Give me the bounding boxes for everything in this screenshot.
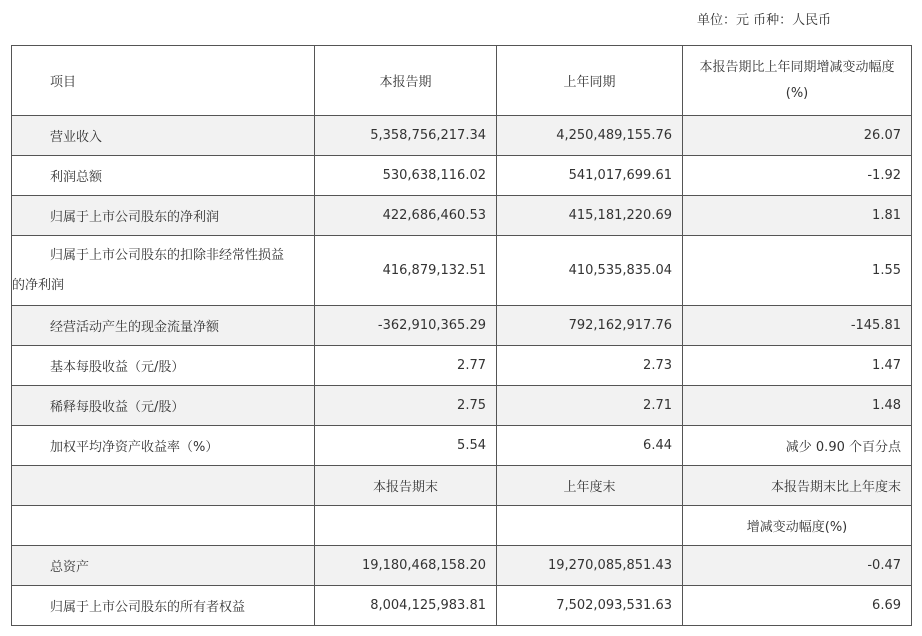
row-prior: 410,535,835.04 <box>497 236 683 306</box>
table-row <box>12 236 912 306</box>
row-label: 稀释每股收益（元/股） <box>12 386 315 426</box>
row-change: -0.47 <box>683 546 912 586</box>
row-prior: 19,270,085,851.43 <box>497 546 683 586</box>
row-change: 6.69 <box>683 586 912 626</box>
table-row <box>12 116 912 156</box>
row-label: 营业收入 <box>12 116 315 156</box>
subheader-prior: 上年度末 <box>497 466 683 506</box>
subheader-empty <box>12 466 315 506</box>
header-current: 本报告期 <box>315 46 497 116</box>
row-prior: 541,017,699.61 <box>497 156 683 196</box>
header-prior: 上年同期 <box>497 46 683 116</box>
row-change: 26.07 <box>683 116 912 156</box>
row-label: 归属于上市公司股东的净利润 <box>12 196 315 236</box>
table-row <box>12 196 912 236</box>
row-current: 19,180,468,158.20 <box>315 546 497 586</box>
table-row <box>12 546 912 586</box>
row-change: 1.55 <box>683 236 912 306</box>
table-row <box>12 586 912 626</box>
row-current: 8,004,125,983.81 <box>315 586 497 626</box>
header-change: 本报告期比上年同期增减变动幅度(%) <box>683 46 912 116</box>
table-row <box>12 156 912 196</box>
row-label: 归属于上市公司股东的所有者权益 <box>12 586 315 626</box>
row-label: 利润总额 <box>12 156 315 196</box>
row-label-line2: 的净利润 <box>12 277 65 293</box>
subheader-change-line2: 增减变动幅度(%) <box>683 506 912 546</box>
row-prior: 2.71 <box>497 386 683 426</box>
table-subheader-row <box>12 466 912 506</box>
row-current: -362,910,365.29 <box>315 306 497 346</box>
table-subheader-row <box>12 506 912 546</box>
row-change: 减少 0.90 个百分点 <box>683 426 912 466</box>
table-row <box>12 346 912 386</box>
row-current: 5.54 <box>315 426 497 466</box>
row-change: 1.47 <box>683 346 912 386</box>
row-current: 530,638,116.02 <box>315 156 497 196</box>
subheader-change-line1: 本报告期末比上年度末 <box>683 466 912 506</box>
row-current: 422,686,460.53 <box>315 196 497 236</box>
row-change: -1.92 <box>683 156 912 196</box>
table-row <box>12 426 912 466</box>
row-prior: 2.73 <box>497 346 683 386</box>
table-row <box>12 306 912 346</box>
financial-table <box>11 45 912 626</box>
row-label: 总资产 <box>12 546 315 586</box>
row-change: 1.81 <box>683 196 912 236</box>
row-current: 2.77 <box>315 346 497 386</box>
row-label: 加权平均净资产收益率（%） <box>12 426 315 466</box>
row-prior: 792,162,917.76 <box>497 306 683 346</box>
row-current: 5,358,756,217.34 <box>315 116 497 156</box>
row-label <box>12 236 315 306</box>
header-item: 项目 <box>12 46 315 116</box>
row-change: 1.48 <box>683 386 912 426</box>
row-prior: 6.44 <box>497 426 683 466</box>
row-current: 2.75 <box>315 386 497 426</box>
subheader-current: 本报告期末 <box>315 466 497 506</box>
subheader-empty <box>315 506 497 546</box>
row-change: -145.81 <box>683 306 912 346</box>
row-label: 经营活动产生的现金流量净额 <box>12 306 315 346</box>
subheader-empty <box>497 506 683 546</box>
table-header-row <box>12 46 912 116</box>
row-label-line1: 归属于上市公司股东的扣除非经常性损益 <box>50 247 285 263</box>
row-prior: 4,250,489,155.76 <box>497 116 683 156</box>
row-prior: 415,181,220.69 <box>497 196 683 236</box>
row-label: 基本每股收益（元/股） <box>12 346 315 386</box>
row-prior: 7,502,093,531.63 <box>497 586 683 626</box>
unit-note: 单位：元 币种：人民币 <box>697 13 832 28</box>
subheader-empty <box>12 506 315 546</box>
table-row <box>12 386 912 426</box>
row-current: 416,879,132.51 <box>315 236 497 306</box>
